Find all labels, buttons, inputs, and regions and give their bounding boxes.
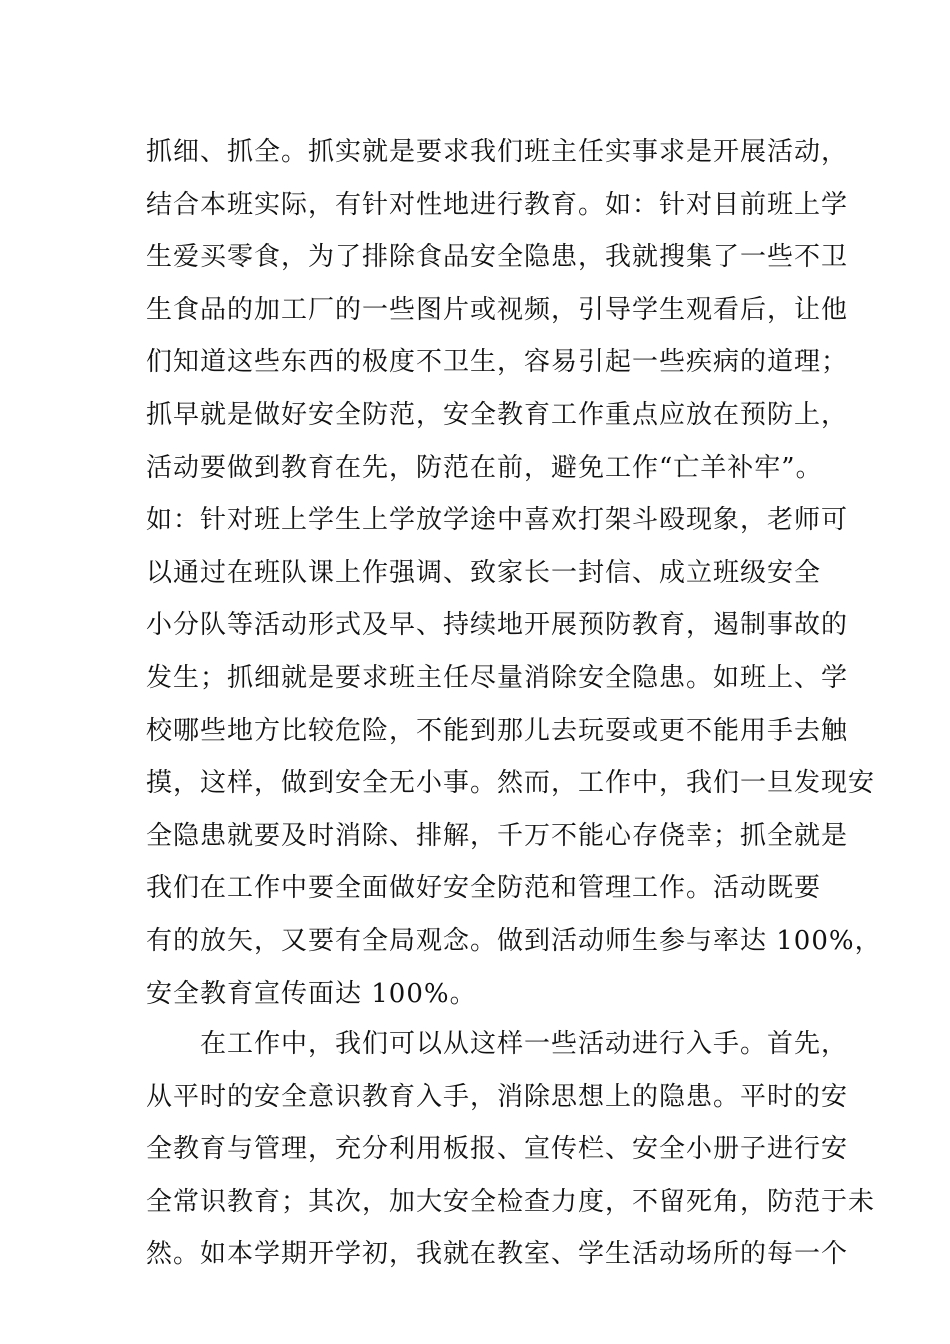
paragraph-line: 以通过在班队课上作强调、致家长一封信、成立班级安全 [146,557,822,588]
paragraph-line: 我们在工作中要全面做好安全防范和管理工作。活动既要 [146,873,822,904]
paragraph-line: 结合本班实际，有针对性地进行教育。如：针对目前班上学 [146,189,849,220]
paragraph-line: 全教育与管理，充分利用板报、宣传栏、安全小册子进行安 [146,1134,849,1165]
paragraph-line: 发生；抓细就是要求班主任尽量消除安全隐患。如班上、学 [146,662,849,693]
paragraph-line: 生爱买零食，为了排除食品安全隐患，我就搜集了一些不卫 [146,242,849,273]
paragraph-line: 然。如本学期开学初，我就在教室、学生活动场所的每一个 [146,1239,849,1270]
paragraph-line: 全常识教育；其次，加大安全检查力度，不留死角，防范于未 [146,1186,876,1217]
paragraph-line: 从平时的安全意识教育入手，消除思想上的隐患。平时的安 [146,1081,849,1112]
paragraph-line: 安全教育宣传面达 100%。 [146,978,477,1009]
paragraph-line: 抓细、抓全。抓实就是要求我们班主任实事求是开展活动， [146,137,849,167]
paragraph-line: 有的放矢，又要有全局观念。做到活动师生参与率达 100%， [146,925,882,956]
paragraph-line: 如：针对班上学生上学放学途中喜欢打架斗殴现象，老师可 [146,505,849,536]
paragraph-1 [146,126,882,1020]
paragraph-line: 生食品的加工厂的一些图片或视频，引导学生观看后，让他 [146,294,849,325]
paragraph-line: 抓早就是做好安全防范，安全教育工作重点应放在预防上， [146,399,849,430]
paragraph-line: 活动要做到教育在先，防范在前，避免工作“亡羊补牢”。 [146,452,823,483]
paragraph-line: 摸，这样，做到安全无小事。然而，工作中，我们一旦发现安 [146,768,876,799]
paragraph-2 [146,1018,876,1281]
paragraph-line: 们知道这些东西的极度不卫生，容易引起一些疾病的道理； [146,347,849,378]
paragraph-line: 校哪些地方比较危险，不能到那儿去玩耍或更不能用手去触 [146,715,849,746]
paragraph-line: 全隐患就要及时消除、排解，千万不能心存侥幸；抓全就是 [146,820,849,851]
paragraph-line: 小分队等活动形式及早、持续地开展预防教育，遏制事故的 [146,610,849,641]
paragraph-line: 在工作中，我们可以从这样一些活动进行入手。首先， [200,1029,849,1059]
